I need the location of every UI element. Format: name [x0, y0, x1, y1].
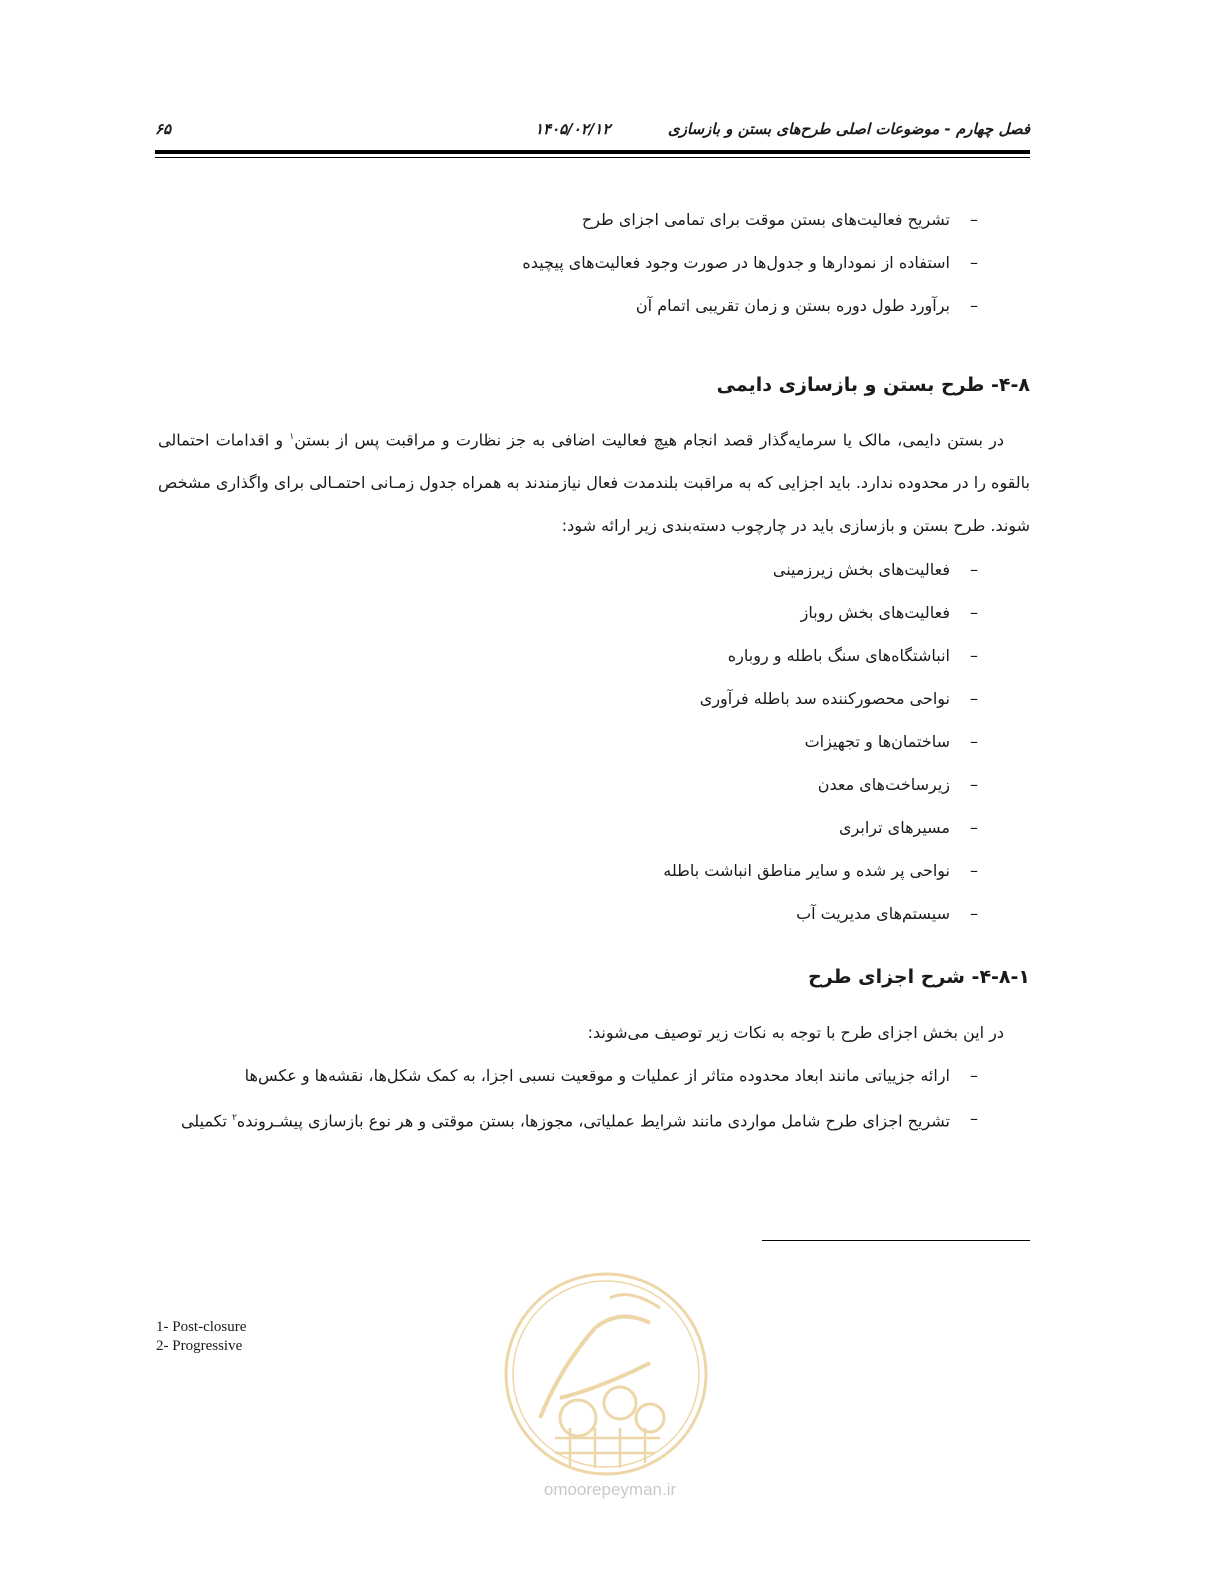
dash-bullet-icon: – [970, 732, 978, 751]
footnote-separator [762, 1240, 1030, 1241]
list-item: – فعالیت‌های بخش زیرزمینی [158, 548, 1030, 591]
header-rule-thin [155, 157, 1030, 158]
section-heading-4-8-1: ۴-۸-۱- شرح اجزای طرح [808, 966, 1030, 988]
dash-bullet-icon: – [970, 560, 978, 579]
list-item: – ارائه جزییاتی مانند ابعاد محدوده متاثر از عملیات و موقعیت نسبی اجزا، به کمک شکل‌ها، نقشه‌ها و عکس‌ها [158, 1054, 1030, 1097]
dash-bullet-icon: – [970, 253, 978, 272]
list-item: – برآورد طول دوره بستن و زمان تقریبی اتمام آن [158, 284, 1030, 327]
list-item: – سیستم‌های مدیریت آب [158, 892, 1030, 935]
list-item: – مسیرهای ترابری [158, 806, 1030, 849]
list-item: – نواحی محصورکننده سد باطله فرآوری [158, 677, 1030, 720]
page-number: ۶۵ [155, 120, 172, 138]
list-item: – تشریح اجزای طرح شامل مواردی مانند شرایط عملیاتی، مجوزها، بستن موقتی و هر نوع بازسازی پیشـرونده$^۲$ تکمیلی [158, 1097, 1030, 1142]
footnote-ref[interactable]: ۲ [232, 1113, 237, 1123]
chapter-title: فصل چهارم - موضوعات اصلی طرح‌های بستن و بازسازی [667, 120, 1030, 138]
page-header [155, 120, 1030, 144]
subsection-intro: در این بخش اجزای طرح با توجه به نکات زیر توصیف می‌شوند: [587, 1023, 1004, 1042]
dash-bullet-icon: – [970, 210, 978, 229]
omoore-peyman-seal-logo [500, 1268, 712, 1480]
section-heading-4-8: ۴-۸- طرح بستن و بازسازی دایمی [716, 374, 1030, 396]
dash-bullet-icon: – [970, 775, 978, 794]
list-item: – ساختمان‌ها و تجهیزات [158, 720, 1030, 763]
dash-bullet-icon: – [970, 296, 978, 315]
list-item: – فعالیت‌های بخش روباز [158, 591, 1030, 634]
list-item: – تشریح فعالیت‌های بستن موقت برای تمامی اجزای طرح [158, 198, 1030, 241]
dash-bullet-icon: – [970, 861, 978, 880]
dash-bullet-icon: – [970, 818, 978, 837]
dash-bullet-icon: – [970, 1066, 978, 1085]
list-item: – نواحی پر شده و سایر مناطق انباشت باطله [158, 849, 1030, 892]
dash-bullet-icon: – [970, 646, 978, 665]
footnotes [156, 1318, 246, 1356]
dash-bullet-icon: – [970, 603, 978, 622]
header-date: ۱۴۰۵/۰۲/۱۲ [535, 120, 611, 138]
header-rule-thick [155, 150, 1030, 154]
watermark-text: omoorepeyman.ir [543, 1480, 677, 1499]
list-item: – انباشتگاه‌های سنگ باطله و روباره [158, 634, 1030, 677]
dash-bullet-icon: – [970, 904, 978, 923]
footnote-2: 2- Progressive [156, 1338, 243, 1354]
intro-bullet-list [158, 198, 1030, 327]
component-bullet-list [158, 1054, 1030, 1142]
category-bullet-list [158, 548, 1030, 935]
footnote-1: 1- Post-closure [156, 1319, 247, 1335]
dash-bullet-icon: – [970, 1109, 978, 1128]
list-item: – استفاده از نمودارها و جدول‌ها در صورت وجود فعالیت‌های پیچیده [158, 241, 1030, 284]
footnote-ref[interactable]: ۱ [289, 432, 295, 442]
list-item: – زیرساخت‌های معدن [158, 763, 1030, 806]
dash-bullet-icon: – [970, 689, 978, 708]
section-paragraph: در بستن دایمی، مالک یا سرمایه‌گذار قصد انجام هیچ فعالیت اضافی به جز نظارت و مراقبت پس از بستن$^۱$ و اقدامات احتمالی بالقوه را در محدوده ندارد. باید اجزایی که به مراقبت بلندمدت فعال نیازمندند به همراه جدول زمـانی احتمـالی برای واگذاری مشخص شوند. طرح بستن و بازسازی باید در چارچوب دسته‌بندی زیر ارائه شود: [158, 430, 1030, 536]
